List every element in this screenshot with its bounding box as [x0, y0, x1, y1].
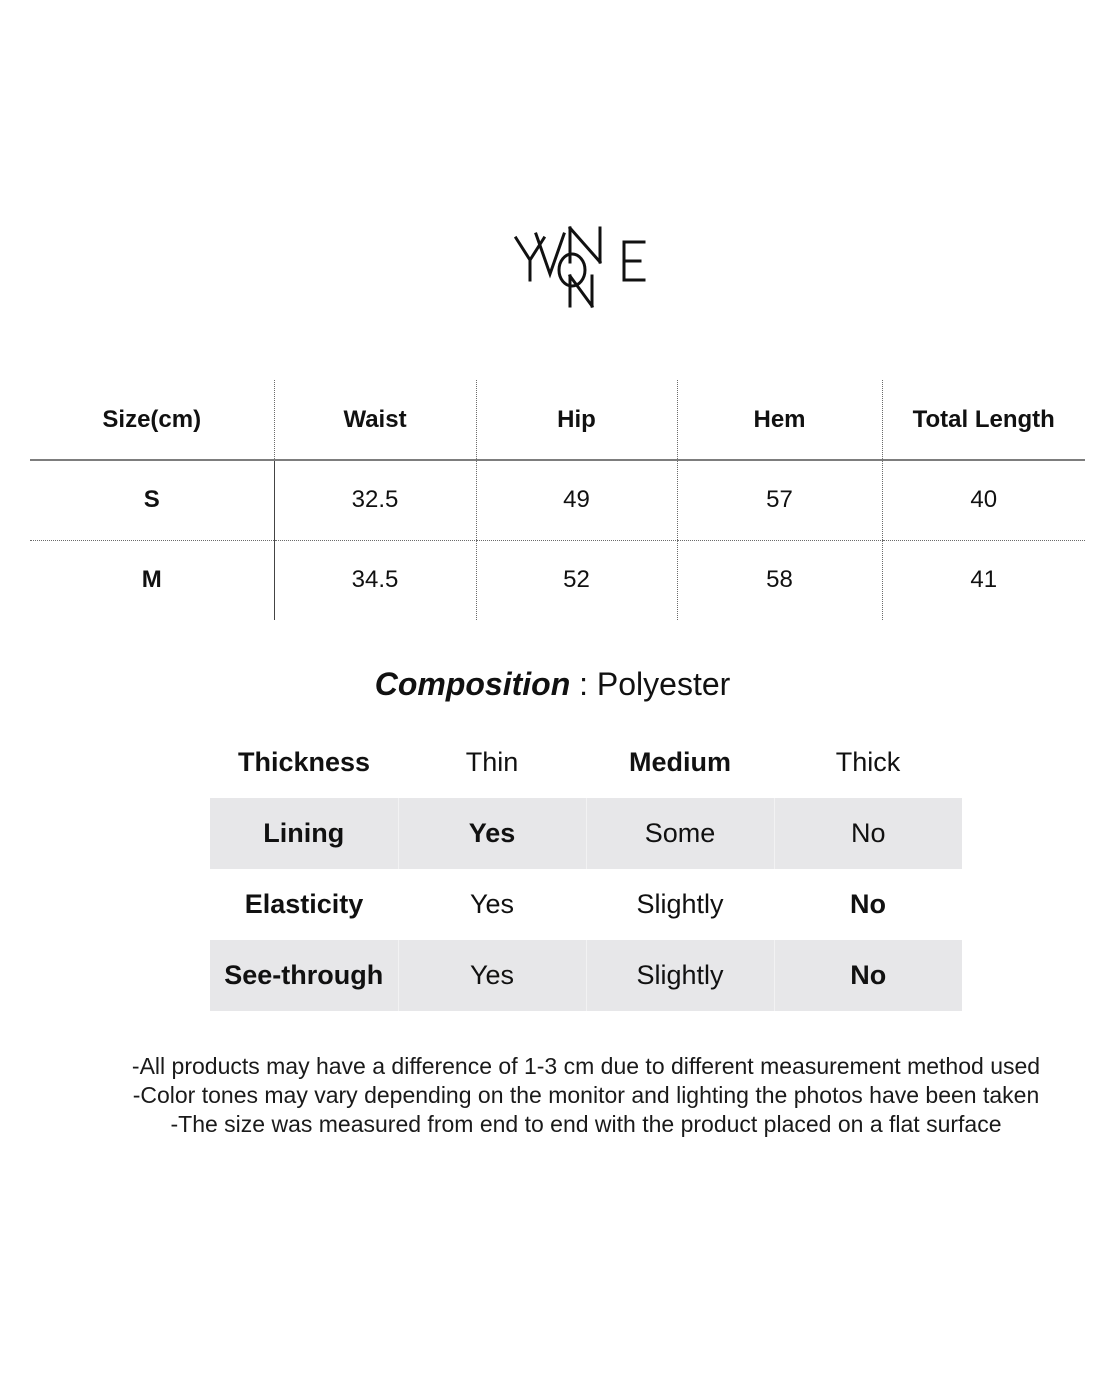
hip-value: 49	[476, 460, 677, 540]
fabric-row-lining	[210, 798, 962, 869]
note-line: -All products may have a difference of 1-3 cm due to different measurement method used	[131, 1053, 1041, 1079]
header-waist: Waist	[274, 380, 476, 460]
header-total-length: Total Length	[882, 380, 1085, 460]
total-length-value: 40	[882, 460, 1085, 540]
size-chart-table	[30, 380, 1085, 620]
fabric-option: No	[774, 798, 962, 869]
fabric-properties-table	[210, 727, 962, 1011]
fabric-option: Slightly	[586, 940, 774, 1011]
hip-value: 52	[476, 540, 677, 620]
fabric-row-thickness	[210, 727, 962, 798]
composition-label: Composition	[374, 666, 571, 702]
notes	[0, 1052, 1105, 1139]
note-line: -Color tones may vary depending on the monitor and lighting the photos have been taken	[132, 1082, 1040, 1108]
fabric-option: Thin	[465, 747, 519, 777]
note-line: -The size was measured from end to end with the product placed on a flat surface	[170, 1111, 1002, 1137]
table-row	[30, 540, 1085, 620]
composition-line	[0, 666, 1105, 703]
fabric-option: Thick	[835, 747, 901, 777]
total-length-value: 41	[882, 540, 1085, 620]
fabric-option: Yes	[398, 940, 586, 1011]
table-row	[30, 460, 1085, 540]
fabric-row-label: Thickness	[237, 747, 371, 777]
fabric-option: Slightly	[636, 889, 724, 919]
header-hip: Hip	[476, 380, 677, 460]
fabric-option: Yes	[469, 889, 515, 919]
fabric-option: No	[850, 889, 886, 919]
composition-value: Polyester	[596, 666, 731, 702]
fabric-row-label: See-through	[210, 940, 398, 1011]
hem-value: 57	[677, 460, 882, 540]
waist-value: 32.5	[274, 460, 476, 540]
fabric-option: Medium	[628, 747, 731, 777]
header-size: Size(cm)	[30, 380, 274, 460]
fabric-row-label: Lining	[210, 798, 398, 869]
hem-value: 58	[677, 540, 882, 620]
fabric-option: Some	[586, 798, 774, 869]
size-label: S	[30, 460, 274, 540]
fabric-option: No	[774, 940, 962, 1011]
composition-separator: :	[570, 666, 597, 702]
waist-value: 34.5	[274, 540, 476, 620]
size-label: M	[30, 540, 274, 620]
header-hem: Hem	[677, 380, 882, 460]
fabric-row-elasticity	[210, 869, 962, 940]
size-chart-header-row	[30, 380, 1085, 460]
fabric-row-see-through	[210, 940, 962, 1011]
fabric-option: Yes	[398, 798, 586, 869]
fabric-row-label: Elasticity	[244, 889, 364, 919]
yvonne-monogram-logo	[510, 222, 650, 310]
